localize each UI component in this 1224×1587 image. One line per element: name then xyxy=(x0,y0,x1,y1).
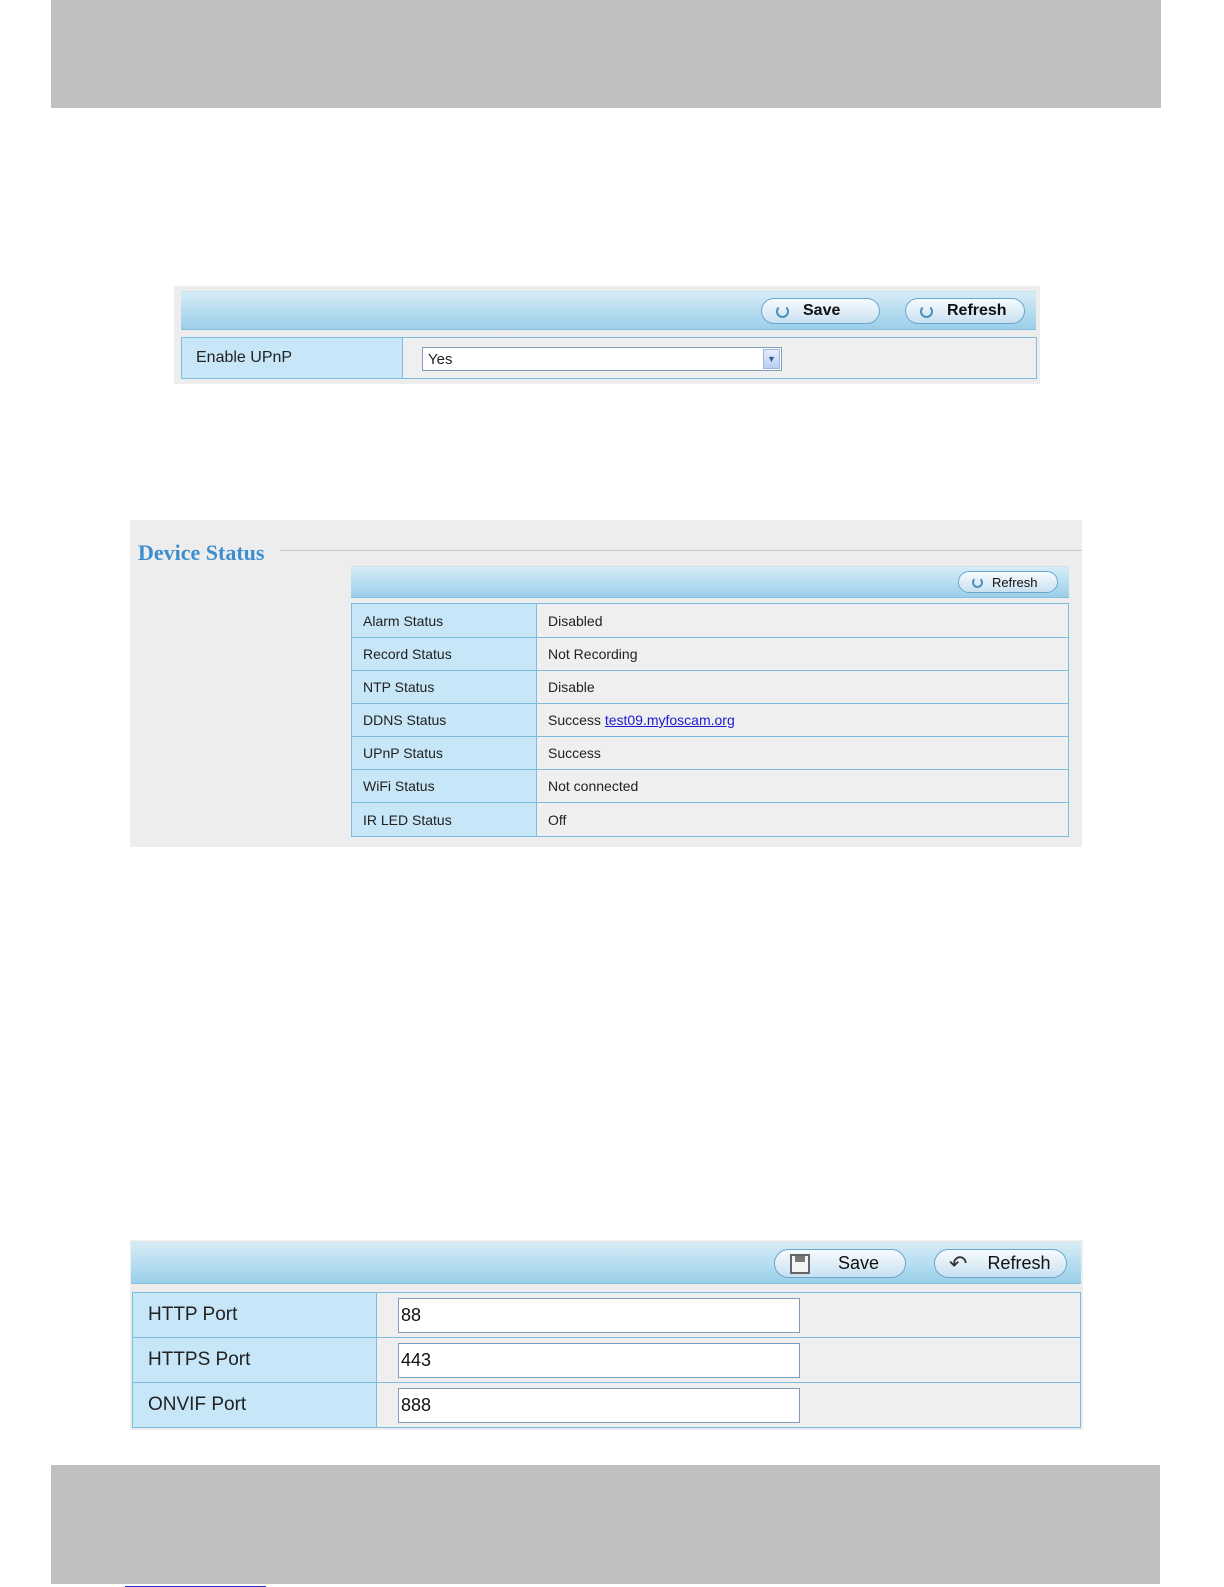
form-row xyxy=(133,1293,1081,1338)
status-label: UPnP Status xyxy=(363,745,443,761)
upnp-toolbar xyxy=(181,291,1036,330)
https-port-input[interactable] xyxy=(398,1343,800,1378)
form-row xyxy=(182,338,1037,379)
ddns-link[interactable]: test09.myfoscam.org xyxy=(604,712,735,728)
device-status-title: Device Status xyxy=(138,540,265,565)
table-row xyxy=(352,770,1069,803)
status-value: Success xyxy=(548,712,601,728)
form-row xyxy=(133,1338,1081,1383)
refresh-button-label: Refresh xyxy=(987,1253,1051,1273)
enable-upnp-selected-value: Yes xyxy=(428,350,453,368)
status-label: Record Status xyxy=(363,646,452,662)
status-value-cell xyxy=(537,671,1069,704)
status-value-cell xyxy=(537,737,1069,770)
port-panel xyxy=(130,1240,1083,1430)
undo-arrow-icon: ↶ xyxy=(949,1250,968,1276)
status-value: Off xyxy=(548,811,567,828)
page-header-band xyxy=(51,0,1161,108)
table-row xyxy=(352,704,1069,737)
enable-upnp-label xyxy=(182,338,403,379)
table-row xyxy=(352,638,1069,671)
table-row xyxy=(352,803,1069,837)
status-refresh-label: Refresh xyxy=(992,574,1038,590)
status-value: Success xyxy=(548,745,601,761)
status-value: Disable xyxy=(548,679,595,695)
status-label-cell xyxy=(352,704,537,737)
status-value-cell xyxy=(537,638,1069,671)
status-value: Not Recording xyxy=(548,646,638,662)
title-divider xyxy=(280,550,1082,551)
status-value-cell xyxy=(537,704,1069,737)
table-row xyxy=(352,737,1069,770)
onvif-port-label: ONVIF Port xyxy=(148,1394,247,1415)
status-value-cell xyxy=(537,604,1069,638)
https-port-cell xyxy=(377,1338,1081,1383)
https-port-label: HTTPS Port xyxy=(148,1349,251,1370)
floppy-disk-icon xyxy=(790,1254,810,1274)
upnp-form xyxy=(181,337,1037,379)
status-label-cell xyxy=(352,737,537,770)
refresh-button[interactable] xyxy=(934,1249,1067,1278)
form-row xyxy=(133,1383,1081,1428)
http-port-input[interactable] xyxy=(398,1298,800,1333)
refresh-button-label: Refresh xyxy=(947,302,1007,319)
status-value: Disabled xyxy=(548,612,603,629)
page-footer-band xyxy=(51,1465,1160,1584)
port-toolbar xyxy=(131,1242,1081,1284)
chevron-down-icon[interactable]: ▼ xyxy=(763,349,780,369)
enable-upnp-select[interactable] xyxy=(422,347,782,371)
status-label-cell xyxy=(352,671,537,704)
status-label-cell xyxy=(352,638,537,671)
save-button[interactable] xyxy=(761,298,880,324)
upnp-panel xyxy=(174,286,1040,384)
http-port-cell xyxy=(377,1293,1081,1338)
refresh-icon xyxy=(972,577,983,588)
save-button-label: Save xyxy=(803,302,841,319)
refresh-button[interactable] xyxy=(905,298,1025,324)
status-label: NTP Status xyxy=(363,679,435,695)
status-toolbar xyxy=(351,566,1069,598)
http-port-label: HTTP Port xyxy=(148,1304,238,1325)
http-port-label-cell xyxy=(133,1293,377,1338)
enable-upnp-cell xyxy=(403,338,1037,379)
onvif-port-input[interactable] xyxy=(398,1388,800,1423)
status-label-cell xyxy=(352,803,537,837)
enable-upnp-label-text: Enable UPnP xyxy=(196,349,293,366)
table-row xyxy=(352,671,1069,704)
status-label: WiFi Status xyxy=(363,778,435,794)
save-button[interactable] xyxy=(774,1249,906,1278)
table-row xyxy=(352,604,1069,638)
status-value-cell xyxy=(537,803,1069,837)
status-label: Alarm Status xyxy=(363,612,444,629)
save-icon xyxy=(776,305,789,318)
status-refresh-button[interactable] xyxy=(958,571,1058,593)
https-port-label-cell xyxy=(133,1338,377,1383)
onvif-port-cell xyxy=(377,1383,1081,1428)
status-value-cell xyxy=(537,770,1069,803)
save-button-label: Save xyxy=(838,1253,880,1273)
refresh-icon xyxy=(920,305,933,318)
status-label: DDNS Status xyxy=(363,712,447,728)
device-status-panel xyxy=(130,520,1082,847)
port-form xyxy=(132,1292,1081,1428)
status-label-cell xyxy=(352,604,537,638)
status-value: Not connected xyxy=(548,778,639,794)
onvif-port-label-cell xyxy=(133,1383,377,1428)
device-status-table xyxy=(351,603,1069,837)
status-label-cell xyxy=(352,770,537,803)
status-label: IR LED Status xyxy=(363,811,452,828)
